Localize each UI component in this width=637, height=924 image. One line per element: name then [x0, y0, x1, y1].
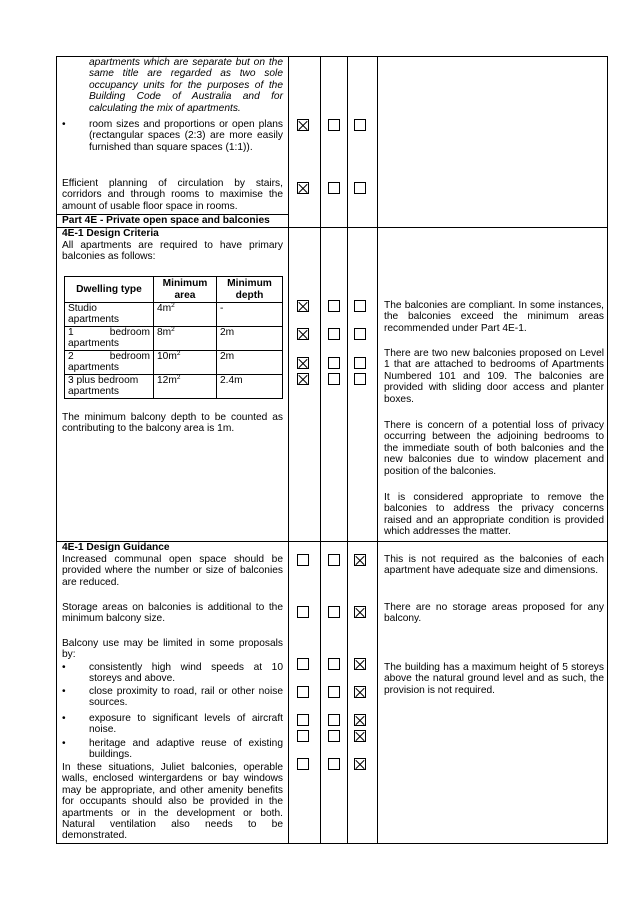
column-divider [347, 57, 348, 843]
communal-space-text: Increased communal open space should be provided where the number or size of balconies are reduced. [62, 554, 283, 588]
table-row [65, 375, 283, 399]
aircraft-noise-bullet: exposure to significant levels of aircraft noise. [89, 713, 283, 736]
dwelling-table [64, 276, 283, 399]
checkbox-na[interactable] [354, 758, 366, 770]
dwelling-type: Studio apartments [65, 303, 154, 327]
checkbox-na[interactable] [354, 686, 366, 698]
minimum-depth: 2m [217, 327, 283, 351]
guidance-heading: 4E-1 Design Guidance [62, 542, 170, 553]
checkbox-yes[interactable] [297, 119, 309, 131]
checkbox-no[interactable] [328, 328, 340, 340]
table-row [65, 303, 283, 327]
bullet-icon: • [62, 713, 66, 724]
checkbox-no[interactable] [328, 119, 340, 131]
column-header: Dwelling type [65, 277, 154, 303]
minimum-depth: 2m [217, 351, 283, 375]
storage-text: Storage areas on balconies is additional to the minimum balcony size. [62, 602, 283, 625]
checkbox-yes[interactable] [297, 328, 309, 340]
checkbox-no[interactable] [328, 554, 340, 566]
bullet-icon: • [62, 738, 66, 749]
checkbox-yes[interactable] [297, 730, 309, 742]
checkbox-na[interactable] [354, 182, 366, 194]
dwelling-type: 3 plus bedroom apartments [65, 375, 154, 399]
checkbox-no[interactable] [328, 758, 340, 770]
checkbox-na[interactable] [354, 658, 366, 670]
table-row [65, 327, 283, 351]
checkbox-yes[interactable] [297, 714, 309, 726]
column-divider [288, 57, 289, 843]
checkbox-na[interactable] [354, 373, 366, 385]
limited-use-intro: Balcony use may be limited in some proposals by: [62, 638, 283, 661]
minimum-depth: - [217, 303, 283, 327]
checkbox-yes[interactable] [297, 554, 309, 566]
checkbox-no[interactable] [328, 300, 340, 312]
criteria-heading: 4E-1 Design Criteria [62, 228, 159, 239]
checkbox-yes[interactable] [297, 300, 309, 312]
column-header: Minimum area [154, 277, 217, 303]
comment-communal: This is not required as the balconies of each apartment have adequate size and dimensions. [384, 554, 604, 577]
checkbox-no[interactable] [328, 373, 340, 385]
comment-privacy-concern: There is concern of a potential loss of privacy occurring between the adjoining bedrooms to the immediate south of both balconies and the new balconies due to window placement and position of the balconies. [384, 420, 604, 477]
checkbox-yes[interactable] [297, 606, 309, 618]
checkbox-no[interactable] [328, 714, 340, 726]
checkbox-yes[interactable] [297, 658, 309, 670]
efficient-planning-text: Efficient planning of circulation by stairs, corridors and through rooms to maximise the amount of usable floor space in rooms. [62, 178, 283, 212]
checkbox-na[interactable] [354, 730, 366, 742]
checkbox-na[interactable] [354, 606, 366, 618]
criteria-intro: All apartments are required to have primary balconies as follows: [62, 240, 283, 263]
column-divider [377, 57, 378, 843]
column-header: Minimum depth [217, 277, 283, 303]
heritage-bullet: heritage and adaptive reuse of existing buildings. [89, 738, 283, 761]
checkbox-yes[interactable] [297, 686, 309, 698]
checkbox-na[interactable] [354, 357, 366, 369]
dwelling-type: 1 bedroom apartments [65, 327, 154, 351]
checkbox-na[interactable] [354, 119, 366, 131]
column-divider [320, 57, 321, 843]
balcony-depth-note: The minimum balcony depth to be counted as contributing to the balcony area is 1m. [62, 412, 283, 435]
checkbox-na[interactable] [354, 300, 366, 312]
checkbox-yes[interactable] [297, 373, 309, 385]
checkbox-na[interactable] [354, 554, 366, 566]
noise-sources-bullet: close proximity to road, rail or other noise sources. [89, 686, 283, 709]
comment-storage: There are no storage areas proposed for any balcony. [384, 602, 604, 625]
comment-remove-balconies: It is considered appropriate to remove the balconies to address the privacy concerns raised and an appropriate condition is provided which addresses the matter. [384, 492, 604, 538]
bullet-icon: • [62, 686, 66, 697]
checkbox-na[interactable] [354, 714, 366, 726]
continued-text: apartments which are separate but on the same title are regarded as two sole occupancy units for the purposes of the Building Code of Australia and for calculating the mix of apartments. [89, 57, 283, 114]
room-sizes-bullet: room sizes and proportions or open plans (rectangular spaces (2:3) are more easily furnished than square spaces (1:1)). [89, 119, 283, 153]
comment-new-balconies: There are two new balconies proposed on Level 1 that are attached to bedrooms of Apartments Numbered 101 and 109. The balconies are provided with sliding door access and planter boxes. [384, 348, 604, 405]
checkbox-no[interactable] [328, 730, 340, 742]
checkbox-yes[interactable] [297, 182, 309, 194]
assessment-table [56, 56, 608, 844]
section-header: Part 4E - Private open space and balconies [62, 215, 270, 226]
table-row [65, 351, 283, 375]
dwelling-type: 2 bedroom apartments [65, 351, 154, 375]
minimum-area: $10m^2$ [154, 351, 217, 375]
checkbox-yes[interactable] [297, 357, 309, 369]
bullet-icon: • [62, 662, 66, 673]
situations-text: In these situations, Juliet balconies, operable walls, enclosed wintergardens or bay windows may be appropriate, and other amenity benefits for occupants should also be provided in the apartments or in the development or both. Natural ventilation also needs to be demonstrated. [62, 762, 283, 842]
comment-building-height: The building has a maximum height of 5 storeys above the natural ground level and as such, the provision is not required. [384, 662, 604, 696]
checkbox-na[interactable] [354, 328, 366, 340]
comment-compliant: The balconies are compliant. In some instances, the balconies exceed the minimum areas recommended under Part 4E-1. [384, 300, 604, 334]
checkbox-no[interactable] [328, 658, 340, 670]
minimum-depth: 2.4m [217, 375, 283, 399]
minimum-area: $12m^2$ [154, 375, 217, 399]
checkbox-no[interactable] [328, 606, 340, 618]
checkbox-yes[interactable] [297, 758, 309, 770]
wind-speeds-bullet: consistently high wind speeds at 10 storeys and above. [89, 662, 283, 685]
bullet-icon: • [62, 119, 66, 130]
checkbox-no[interactable] [328, 686, 340, 698]
checkbox-no[interactable] [328, 357, 340, 369]
minimum-area: $8m^2$ [154, 327, 217, 351]
minimum-area: $4m^2$ [154, 303, 217, 327]
checkbox-no[interactable] [328, 182, 340, 194]
